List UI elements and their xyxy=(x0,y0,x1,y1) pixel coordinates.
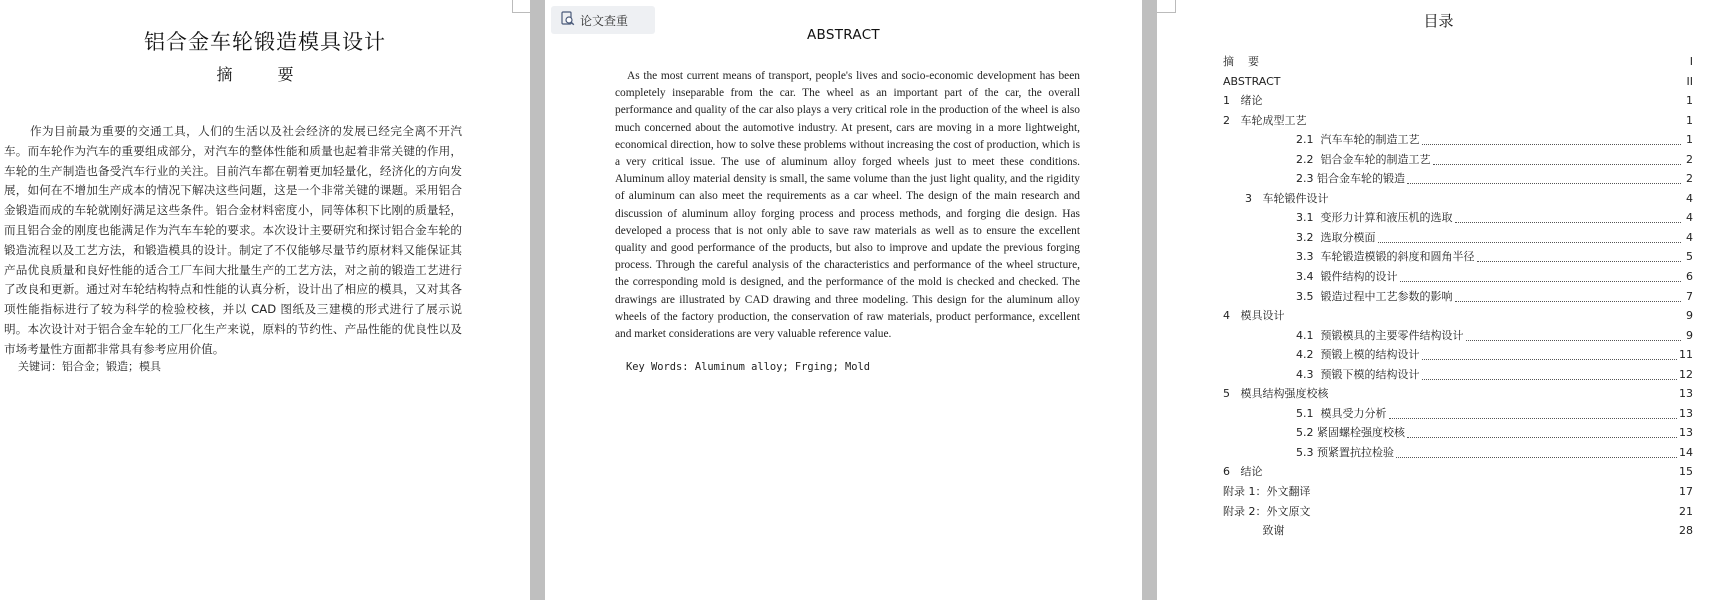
thesis-title: 铝合金车轮锻造模具设计 xyxy=(144,30,386,54)
toc-leader xyxy=(1313,482,1678,502)
toc-entry-title: ABSTRACT xyxy=(1223,74,1281,88)
toc-leader xyxy=(1313,502,1678,522)
toc-entry-title: 2.2 铝合金车轮的制造工艺 xyxy=(1296,152,1431,166)
page-corner-mark xyxy=(512,0,530,13)
toc-entry-title: 摘 要 xyxy=(1223,55,1259,68)
toc-entry-page: 13 xyxy=(1679,387,1693,401)
toc-entry-title: 3.4 锻件结构的设计 xyxy=(1296,270,1398,284)
toc-entry-page: 13 xyxy=(1679,426,1693,440)
toc-entry-page: 2 xyxy=(1686,152,1693,166)
toc-leader xyxy=(1286,521,1677,541)
toc-entry-title: 附录 1：外文翻译 xyxy=(1223,485,1311,499)
toc-leader xyxy=(1422,345,1678,360)
toc-leader xyxy=(1455,208,1682,223)
toc-entry-title: 致谢 xyxy=(1245,524,1285,538)
toc-entry-title: 2.3 铝合金车轮的锻造 xyxy=(1296,172,1405,186)
toc-entry-page: II xyxy=(1686,74,1693,88)
toc-entry-page: 1 xyxy=(1686,94,1693,108)
toc-leader xyxy=(1422,365,1678,380)
toc-entry[interactable] xyxy=(1223,150,1693,170)
toc-leader xyxy=(1400,267,1682,282)
toc-leader xyxy=(1331,384,1678,404)
toc-leader xyxy=(1265,462,1678,482)
toc-entry-title: 3.2 选取分模面 xyxy=(1296,230,1376,244)
toc-leader xyxy=(1287,306,1682,326)
toc-entry-title: 3 车轮锻件设计 xyxy=(1245,191,1329,205)
toc-entry-title: 3.3 车轮锻造模锻的斜度和圆角半径 xyxy=(1296,250,1475,264)
toc-entry[interactable] xyxy=(1223,208,1693,228)
toc-entry[interactable] xyxy=(1223,189,1693,209)
toc-entry-page: 21 xyxy=(1679,504,1693,518)
toc-entry[interactable] xyxy=(1223,404,1693,424)
toc-entry-title: 3.5 锻造过程中工艺参数的影响 xyxy=(1296,289,1453,303)
english-abstract-page xyxy=(545,0,1142,600)
toc-entry[interactable] xyxy=(1223,72,1693,92)
toc-leader xyxy=(1477,247,1682,262)
toc-leader xyxy=(1283,72,1681,92)
abstract-title: ABSTRACT xyxy=(807,27,880,43)
toc-leader xyxy=(1309,111,1682,131)
toc-leader xyxy=(1407,423,1677,438)
toc-entry[interactable] xyxy=(1223,423,1693,443)
toc-entry-page: 1 xyxy=(1686,113,1693,127)
toc-entry-title: 附录 2：外文原文 xyxy=(1223,504,1311,518)
toc-entry-page: 14 xyxy=(1679,445,1693,459)
toc-entry-page: 13 xyxy=(1679,406,1693,420)
toc-entry-page: 2 xyxy=(1686,172,1693,186)
toc-leader xyxy=(1433,150,1682,165)
toc-entry[interactable] xyxy=(1223,111,1693,131)
toc-entry-title: 3.1 变形力计算和液压机的选取 xyxy=(1296,211,1453,225)
plagiarism-check-label: 论文查重 xyxy=(580,13,629,28)
toc-entry-page: 9 xyxy=(1686,328,1693,342)
toc-entry[interactable] xyxy=(1223,462,1693,482)
toc-entry-title: 4.2 预锻上模的结构设计 xyxy=(1296,348,1420,362)
toc-entry[interactable] xyxy=(1223,326,1693,346)
toc-entry-title: 4.3 预锻下模的结构设计 xyxy=(1296,367,1420,381)
toc-entry-title: 2.1 汽车车轮的制造工艺 xyxy=(1296,133,1420,147)
toc-entry-title: 5 模具结构强度校核 xyxy=(1223,387,1329,401)
toc-entry[interactable] xyxy=(1223,247,1693,267)
toc-entry-title: 1 绪论 xyxy=(1223,94,1263,108)
toc-entry-page: 6 xyxy=(1686,270,1693,284)
toc-entry-title: 5.2 紧固螺栓强度校核 xyxy=(1296,426,1405,440)
toc-entry-page: 1 xyxy=(1686,133,1693,147)
toc-entry-title: 4.1 预锻模具的主要零件结构设计 xyxy=(1296,328,1464,342)
toc-entry-page: 12 xyxy=(1679,367,1693,381)
toc-entry-title: 2 车轮成型工艺 xyxy=(1223,113,1307,127)
toc-entry[interactable] xyxy=(1223,443,1693,463)
chinese-abstract-page xyxy=(0,0,530,600)
toc-entry[interactable] xyxy=(1223,521,1693,541)
toc-leader xyxy=(1331,189,1682,209)
toc-leader xyxy=(1455,287,1682,302)
abstract-body-en: As the most current means of transport, people's lives and socio-economic development has been completely inseparable from the car. The wheel as an important part of the car, the overall performance and quality of the car also plays a very critical role in the production of the wheel is also much concerned about the automotive industry. At present, cars are moving in a more lightweight, economical direction, how to solve these problems without increasing the cost of production, which is a very critical issue. The use of aluminum alloy forged wheels just to meet these conditions. Aluminum alloy material density is small, the same volume than the just light quality, and the rigidity of aluminum can also meet the requirements as a car wheel. The design of the main research and discussion of aluminum alloy forging process and process methods, and forging die design. Has developed a process that is not only able to save raw materials as well as to ensure the excellent quality and good performance of the products, but also to improve and update the previous forging process. Through the careful analysis of the characteristics and performance of the wheel structure, the corresponding mold is designed, and the performance of the mold is checked and checked. The drawings are illustrated by CAD drawing and three modeling. This design for the aluminum alloy wheels of the factory production, the conservation of raw materials, product performance, excellent and market considerations are very valuable reference value. xyxy=(615,70,1081,341)
toc-entry[interactable] xyxy=(1223,384,1693,404)
keywords: 关键词：铝合金；锻造；模具 xyxy=(18,360,161,373)
toc-entry[interactable] xyxy=(1223,287,1693,307)
table-of-contents-page xyxy=(1157,0,1720,600)
toc-list xyxy=(1223,52,1693,541)
toc-entry-page: 9 xyxy=(1686,309,1693,323)
toc-entry-title: 5.1 模具受力分析 xyxy=(1296,406,1387,420)
toc-entry-page: 5 xyxy=(1686,250,1693,264)
toc-entry-page: 15 xyxy=(1679,465,1693,479)
toc-entry-page: I xyxy=(1689,55,1693,68)
toc-leader xyxy=(1466,326,1682,341)
toc-leader xyxy=(1378,228,1682,243)
toc-entry[interactable] xyxy=(1223,228,1693,248)
toc-entry-page: 11 xyxy=(1679,348,1693,362)
abstract-heading: 摘 要 xyxy=(216,65,314,84)
toc-entry[interactable] xyxy=(1223,52,1693,72)
toc-entry[interactable] xyxy=(1223,267,1693,287)
toc-entry-page: 4 xyxy=(1686,191,1693,205)
toc-leader xyxy=(1265,91,1682,111)
toc-entry[interactable] xyxy=(1223,502,1693,522)
toc-entry-page: 17 xyxy=(1679,485,1693,499)
toc-title: 目录 xyxy=(1423,12,1454,30)
toc-leader xyxy=(1261,52,1681,72)
toc-entry-page: 7 xyxy=(1686,289,1693,303)
toc-entry-title: 5.3 预紧置抗拉检验 xyxy=(1296,445,1394,459)
toc-entry[interactable] xyxy=(1223,365,1693,385)
abstract-body: 作为目前最为重要的交通工具，人们的生活以及社会经济的发展已经完全离不开汽车。而车轮作为汽车的重要组成部分，对汽车的整体性能和质量也起着非常关键的作用，车轮的生产制造也备受汽车行业的关注。目前汽车都在朝着更加轻量化，经济化的方向发展，如何在不增加生产成本的情况下解决这些问题，这是一个非常关键的课题。采用铝合金锻造而成的车轮就刚好满足这些条件。铝合金材料密度小，同等体积下比刚的质量轻，而且铝合金的刚度也能满足作为汽车车轮的要求。本次设计主要研究和探讨铝合金车轮的锻造流程以及工艺方法，和锻造模具的设计。制定了不仅能够尽量节约原材料又能保证其产品优良质量和良好性能的适合工厂车间大批量生产的工艺方法，对之前的锻造工艺进行了改良和更新。通过对车轮结构特点和性能的认真分析，设计出了相应的模具，又对其各项性能指标进行了较为科学的检验校核，并以 CAD 图纸及三建模的形式进行了展示说明。本次设计对于铝合金车轮的工厂化生产来说，原料的节约性、产品性能的优良性以及市场考量性方面都非常具有参考应用价值。 xyxy=(4,124,462,356)
toc-leader xyxy=(1396,443,1677,458)
toc-entry-title: 6 结论 xyxy=(1223,465,1263,479)
toc-leader xyxy=(1407,169,1681,184)
toc-leader xyxy=(1422,130,1682,145)
toc-entry[interactable] xyxy=(1223,482,1693,502)
toc-entry[interactable] xyxy=(1223,169,1693,189)
toc-entry-page: 4 xyxy=(1686,211,1693,225)
toc-entry[interactable] xyxy=(1223,345,1693,365)
keywords-en: Key Words: Aluminum alloy; Frging; Mold xyxy=(626,361,870,373)
toc-entry-page: 28 xyxy=(1679,524,1693,538)
toc-entry-title: 4 模具设计 xyxy=(1223,309,1285,323)
toc-entry[interactable] xyxy=(1223,130,1693,150)
toc-entry[interactable] xyxy=(1223,91,1693,111)
toc-leader xyxy=(1389,404,1678,419)
toc-entry[interactable] xyxy=(1223,306,1693,326)
toc-entry-page: 4 xyxy=(1686,230,1693,244)
